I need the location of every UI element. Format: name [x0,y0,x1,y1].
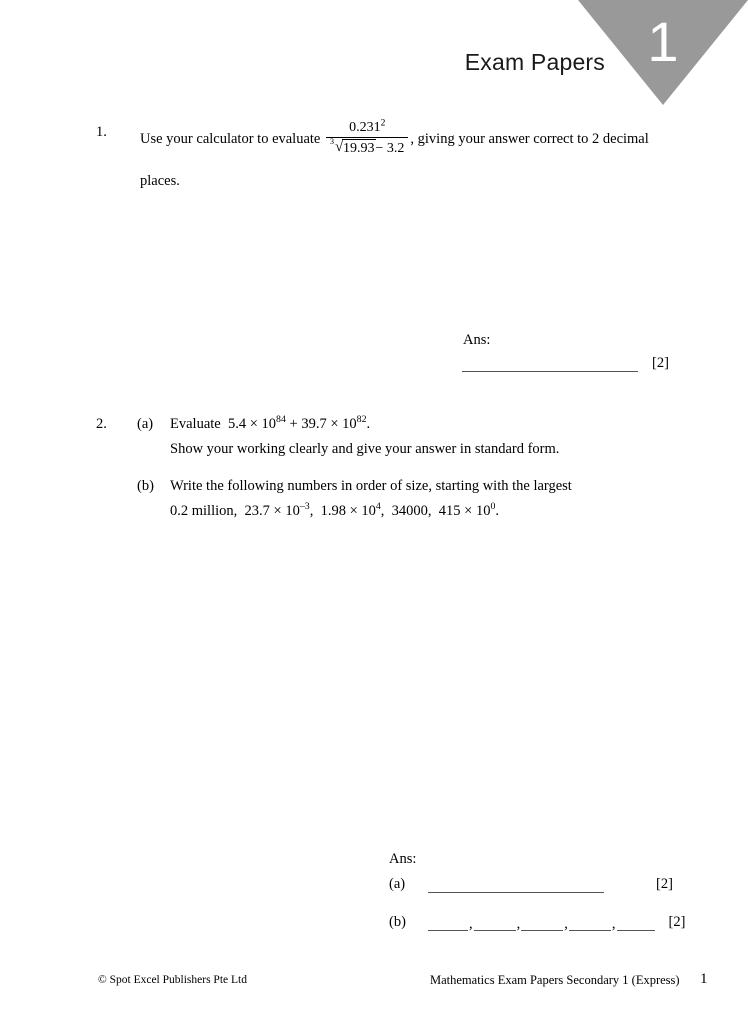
question-1-answer-line[interactable] [462,371,638,372]
page-footer [0,972,748,1002]
question-2b-answer-line-2[interactable] [474,930,516,931]
page-title: Exam Papers [464,49,605,75]
question-2-body [137,412,697,524]
question-2-part-a-text [170,412,697,462]
term2-base: 10 [342,416,357,432]
question-2a-answer-line[interactable] [428,892,604,893]
number-item-2 [245,503,310,519]
term2-exponent: 82 [356,414,367,426]
question-2b-answer-line-4[interactable] [569,930,611,931]
question-2a-answer-row [389,875,673,893]
question-2a-marks: [2] [656,876,673,892]
numerator-base: 0.231 [349,120,381,135]
question-1-marks: [2] [652,355,669,371]
cube-root-expression [330,139,376,158]
question-2-part-b-text [170,474,697,524]
number-item-2-text: 23.7 × 10 [244,503,300,519]
question-2a-answer-label: (a) [389,876,406,892]
question-1-text-before: Use your calculator to evaluate [140,130,321,147]
number-item-1 [170,503,234,519]
term2-coefficient: 39.7 [301,416,327,432]
question-1-answer-row [462,354,669,372]
answer-separator-4: , [611,916,616,932]
number-item-1-text: 0.2 million [170,503,234,519]
fraction-expression [326,119,408,158]
expression-operator: + [289,416,298,432]
question-2b-answer-line-3[interactable] [521,930,563,931]
question-2b-answer-label: (b) [389,914,406,930]
number-item-5-text: 415 × 10 [438,503,491,519]
root-index: 3 [330,137,334,146]
question-2-ans-label: Ans: [389,851,417,867]
answer-separator-3: , [564,916,568,932]
answer-separator-1: , [469,916,473,932]
paper-number: 1 [647,10,679,73]
fraction-numerator [326,119,408,138]
number-item-3-exponent: 4 [375,501,381,513]
expression-terminator: . [366,416,371,432]
number-list-terminator: . [495,503,500,519]
footer-page-number: 1 [700,971,708,987]
answer-separator-2: , [516,916,521,932]
question-2a-line-2: Show your working clearly and give your answer in standard form. [170,441,560,457]
page-header [0,0,748,112]
question-2-part-b-label: (b) [137,478,154,494]
evaluate-prefix: Evaluate [170,416,221,432]
question-1-number: 1. [96,124,107,140]
question-1-body [140,120,688,194]
standard-form-expression: $5.4 \times 10^{84} + 39.7 \times 10^{82}$. [227,414,371,432]
question-2a-line-1 [170,412,697,437]
question-1-line-1 [140,120,688,159]
number-item-3 [321,503,381,519]
question-2-number: 2. [96,416,107,432]
number-item-2-exponent: –3 [299,501,310,513]
footer-book-title: Mathematics Exam Papers Secondary 1 (Express) [430,973,680,987]
question-1-text-after: , giving your answer correct to 2 decimal [410,130,649,147]
term1-exponent: 84 [276,414,286,426]
number-item-4-text: 34000 [391,503,428,519]
term1-coefficient: 5.4 [227,416,247,432]
radicand: 19.93 [343,141,375,156]
question-2b-number-list: 0.2 million, $23.7 \times 10^{-3}$, $1.98 \times 10^4$, 34000, $415 \times 10^0$. [170,501,500,519]
fraction-denominator [326,138,408,158]
footer-copyright: © Spot Excel Publishers Pte Ltd [98,974,247,986]
question-2b-answer-line-5[interactable] [617,930,655,931]
radical-sign-icon: √ [335,139,344,155]
numerator-exponent: 2 [380,118,386,129]
denominator-tail: − 3.2 [375,141,405,156]
question-2b-line-1: Write the following numbers in order of size, starting with the largest [170,478,572,494]
question-2-part-b [137,474,697,524]
number-item-4 [392,503,428,519]
number-item-3-text: 1.98 × 10 [320,503,376,519]
question-2b-answer-line-1[interactable] [428,930,468,931]
question-1-ans-label: Ans: [463,332,491,348]
question-1-line-2: places. [140,173,180,189]
question-2b-answer-row [389,913,685,931]
term1-base: 10 [261,416,277,432]
question-2-part-a-label: (a) [137,416,154,432]
number-item-5 [439,503,496,519]
number-item-5-exponent: 0 [490,501,496,513]
question-2-part-a [137,412,697,462]
question-2b-marks: [2] [668,914,686,930]
